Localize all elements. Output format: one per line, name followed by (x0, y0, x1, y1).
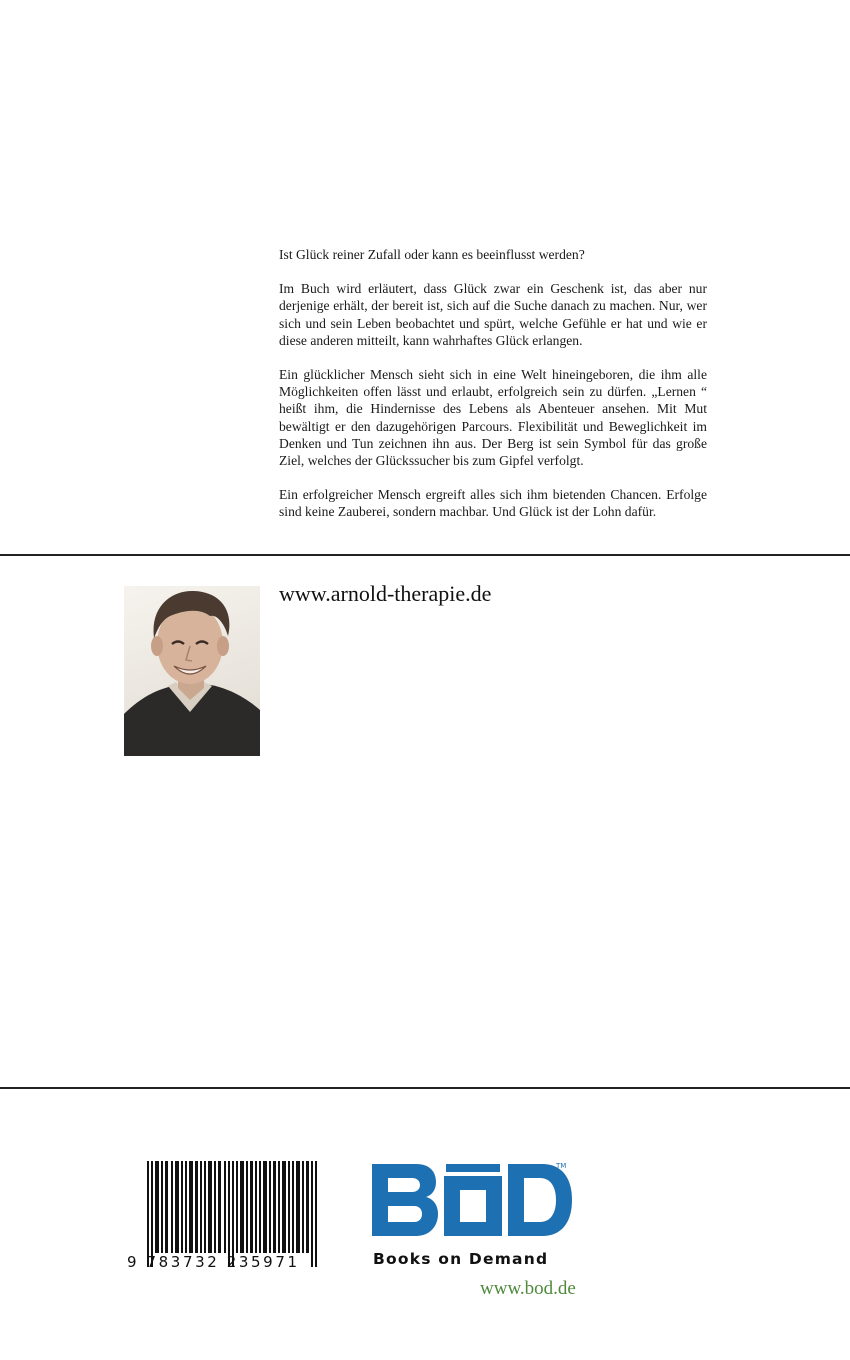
blurb-paragraph: Ist Glück reiner Zufall oder kann es beeinflusst werden? (279, 247, 585, 262)
bod-tagline: Books on Demand (373, 1250, 549, 1268)
blurb-paragraph: Im Buch wird erläutert, dass Glück zwar ein Geschenk ist, das aber nur derjenige erhält, der bereit ist, sich auf die Suche danach zu machen. Nur, wer sich und sein Leben beobachtet und spürt, welche Gefühle er hat und wie er diese anderen mitteilt, kann wahrhaftes Glück erlangen. (279, 281, 707, 348)
trademark-mark: TM (556, 1162, 567, 1170)
blurb-paragraph: Ein glücklicher Mensch sieht sich in eine Welt hineingeboren, die ihm alle Möglichkeiten offen lässt und erlaubt, erfolgreich sein zu dürfen. „Lernen “ heißt ihm, die Hindernisse des Lebens als Abenteuer ansehen. Mit Mut bewältigt er den dazugehörigen Parcours. Flexibilität und Beweglichkeit im Denken und Tun zeichnen ihn aus. Der Berg ist sein Symbol für das große Ziel, welches der Glückssucher bis zum Gipfel verfolgt. (279, 367, 707, 469)
author-website: www.arnold-therapie.de (279, 581, 492, 606)
author-photo (124, 586, 260, 756)
blurb-paragraph: Ein erfolgreicher Mensch ergreift alles sich ihm bietenden Chancen. Erfolge sind keine Zauberei, sondern machbar. Und Glück ist der Lohn dafür. (279, 487, 707, 520)
back-cover-blurb (279, 246, 707, 538)
author-portrait-illustration (124, 586, 260, 756)
divider-bottom (0, 1087, 850, 1089)
divider-top (0, 554, 850, 556)
bod-website: www.bod.de (480, 1278, 576, 1299)
isbn-digits: 9 783732 235971 (127, 1253, 300, 1271)
